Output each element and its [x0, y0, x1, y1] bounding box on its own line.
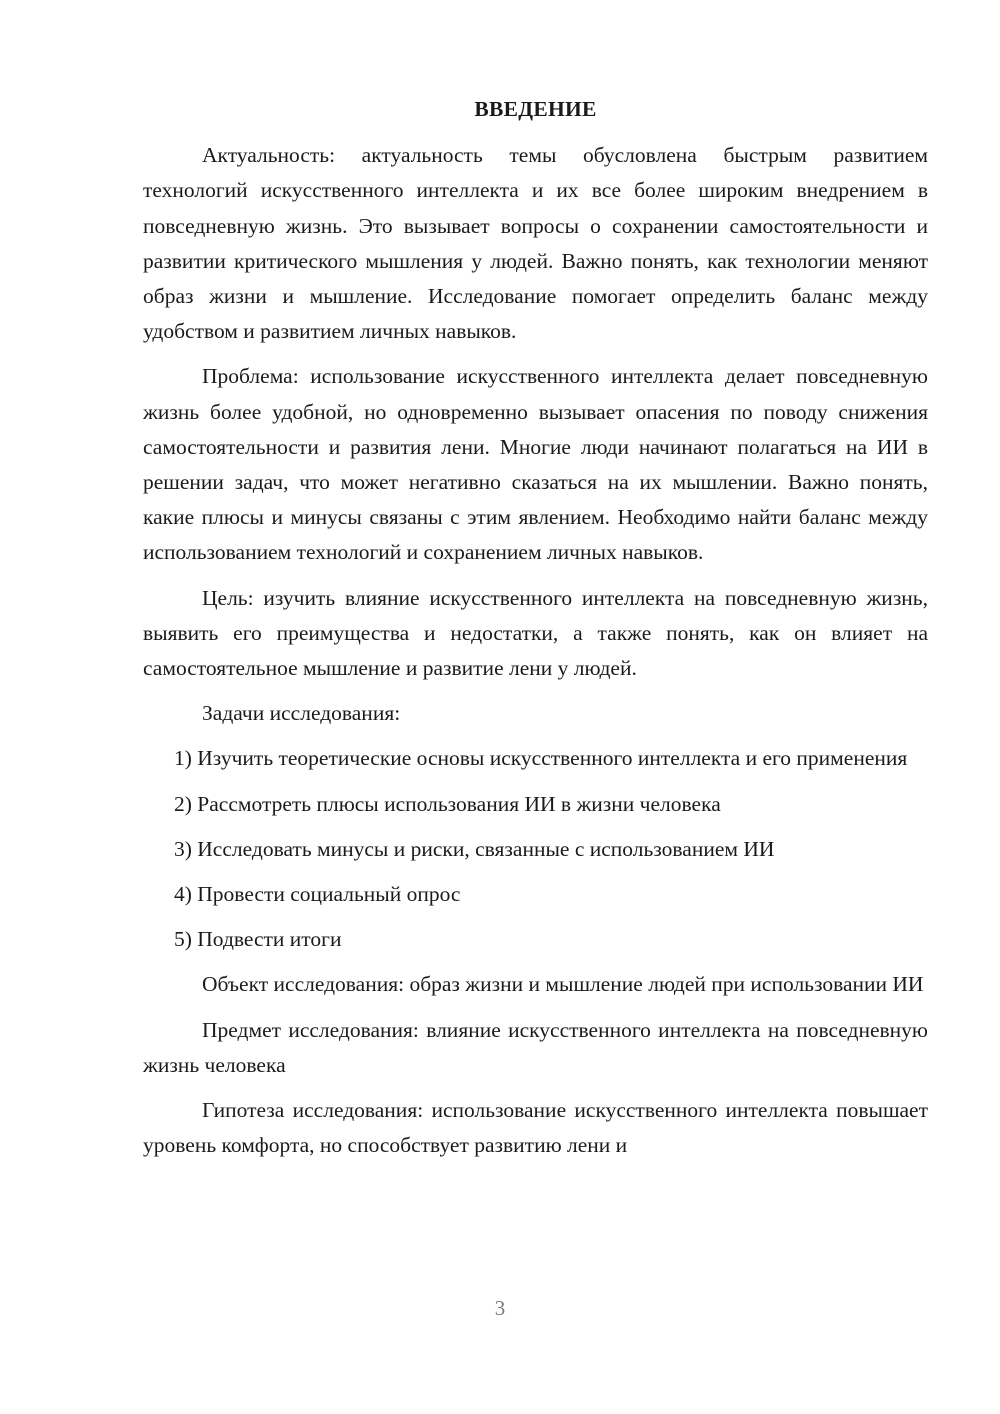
- document-page: [143, 92, 928, 1163]
- task-item-3: 3) Исследовать минусы и риски, связанные с использованием ИИ: [174, 836, 775, 861]
- hypothesis-block: [143, 1093, 928, 1163]
- section-heading: ВВЕДЕНИЕ: [474, 97, 597, 121]
- page-number: 3: [494, 1296, 506, 1320]
- hypothesis-paragraph: Гипотеза исследования: использование искусственного интеллекта повышает уровень комфорта, но способствует развитию лени и: [143, 1098, 928, 1158]
- task-item-2: 2) Рассмотреть плюсы использования ИИ в жизни человека: [174, 791, 721, 816]
- tasks-heading: Задачи исследования:: [202, 701, 401, 726]
- task-item-1: 1) Изучить теоретические основы искусственного интеллекта и его применения: [174, 746, 908, 771]
- task-item-5: 5) Подвести итоги: [174, 927, 342, 952]
- relevance-paragraph: Актуальность: актуальность темы обусловлена быстрым развитием технологий искусственного интеллекта и их все более широким внедрением в повседневную жизнь. Это вызывает вопросы о сохранении самостоятельности и развитии критического мышления у людей. Важно понять, как технологии меняют образ жизни и мышление. Исследование помогает определить баланс между удобством и развитием личных навыков.: [143, 143, 928, 344]
- goal-paragraph: Цель: изучить влияние искусственного интеллекта на повседневную жизнь, выявить его преимущества и недостатки, а также понять, как он влияет на самостоятельное мышление и развитие лени у людей.: [143, 585, 928, 681]
- problem-paragraph: Проблема: использование искусственного интеллекта делает повседневную жизнь более удобной, но одновременно вызывает опасения по поводу снижения самостоятельности и развития лени. Многие люди начинают полагаться на ИИ в решении задач, что может негативно сказаться на их мышлении. Важно понять, какие плюсы и минусы связаны с этим явлением. Необходимо найти баланс между использованием технологий и сохранением личных навыков.: [143, 364, 928, 565]
- task-item-4: 4) Провести социальный опрос: [174, 882, 461, 907]
- object-paragraph: Объект исследования: образ жизни и мышление людей при использовании ИИ: [202, 972, 924, 997]
- subject-paragraph: Предмет исследования: влияние искусственного интеллекта на повседневную жизнь человека: [143, 1017, 928, 1077]
